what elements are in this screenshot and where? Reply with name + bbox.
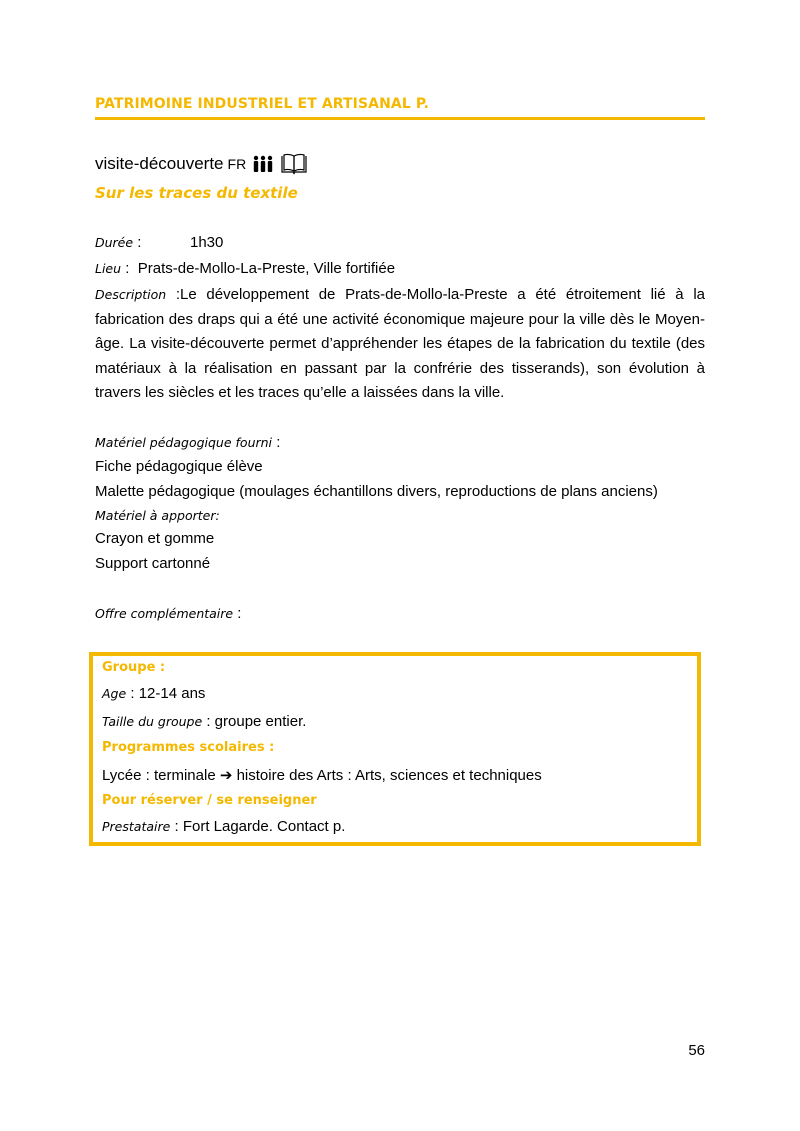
description-text: :Le développement de Prats-de-Mollo-la-Preste a été étroitement lié à la fabrication des draps qui a été une activité économique majeure pour la ville dès le Moyen-âge. La visite-découverte permet d’appréhender les étapes de la fabrication du textile (des matériaux à la réalisation en passant par la confrérie des tisserands), son évolution à travers les siècles et les traces qu’elle a laissées dans la ville. <box>95 286 705 401</box>
materiel-apporter-item: Crayon et gomme <box>95 530 215 547</box>
materiel-fourni-item: Fiche pédagogique élève <box>95 458 263 475</box>
age-label: Age <box>102 686 127 701</box>
prestataire-label: Prestataire <box>102 819 171 834</box>
activity-type: visite-découverte <box>95 154 224 173</box>
materiel-apporter-heading <box>95 507 220 524</box>
offre-label: Offre complémentaire <box>95 606 234 621</box>
lieu-row <box>95 260 395 277</box>
materiel-fourni-heading <box>95 434 280 451</box>
prestataire-row <box>102 818 345 835</box>
groupe-heading: Groupe : <box>102 660 166 675</box>
group-of-people-icon <box>252 155 274 173</box>
description-label: Description <box>95 287 167 302</box>
taille-row <box>102 713 306 730</box>
section-rule <box>95 117 705 120</box>
taille-value: : groupe entier. <box>202 713 307 730</box>
lieu-label: Lieu <box>95 261 122 276</box>
programme-level: Lycée : terminale <box>102 767 220 784</box>
programmes-heading: Programmes scolaires : <box>102 740 275 755</box>
materiel-apporter-label: Matériel à apporter: <box>95 508 220 523</box>
offre-separator: : <box>233 605 242 622</box>
programme-row <box>102 766 542 784</box>
duree-row <box>95 234 224 251</box>
description-paragraph <box>95 283 705 406</box>
materiel-fourni-item: Malette pédagogique (moulages échantillons divers, reproductions de plans anciens) <box>95 483 658 500</box>
activity-subtitle: Sur les traces du textile <box>95 184 298 202</box>
programme-subject: histoire des Arts : Arts, sciences et techniques <box>232 767 542 784</box>
page-number: 56 <box>688 1042 705 1059</box>
offre-complementaire <box>95 605 241 622</box>
language-code: FR <box>227 156 247 172</box>
reserver-heading: Pour réserver / se renseigner <box>102 793 317 808</box>
prestataire-value: : Fort Lagarde. Contact p. <box>170 818 346 835</box>
lieu-separator: : <box>121 260 138 277</box>
materiel-fourni-separator: : <box>272 434 281 451</box>
info-box <box>89 652 701 846</box>
materiel-fourni-label: Matériel pédagogique fourni <box>95 435 273 450</box>
materiel-apporter-item: Support cartonné <box>95 555 211 572</box>
duree-separator: : <box>133 234 142 251</box>
arrow-right-icon: ➔ <box>219 766 233 784</box>
section-title: PATRIMOINE INDUSTRIEL ET ARTISANAL P. <box>95 96 430 112</box>
duree-value: 1h30 <box>190 234 224 251</box>
age-row <box>102 685 205 702</box>
activity-type-line <box>95 153 308 175</box>
duree-label: Durée <box>95 235 134 250</box>
age-value: : 12-14 ans <box>126 685 206 702</box>
book-icon <box>280 153 308 175</box>
taille-label: Taille du groupe <box>102 714 203 729</box>
lieu-value: Prats-de-Mollo-La-Preste, Ville fortifiée <box>137 260 396 277</box>
